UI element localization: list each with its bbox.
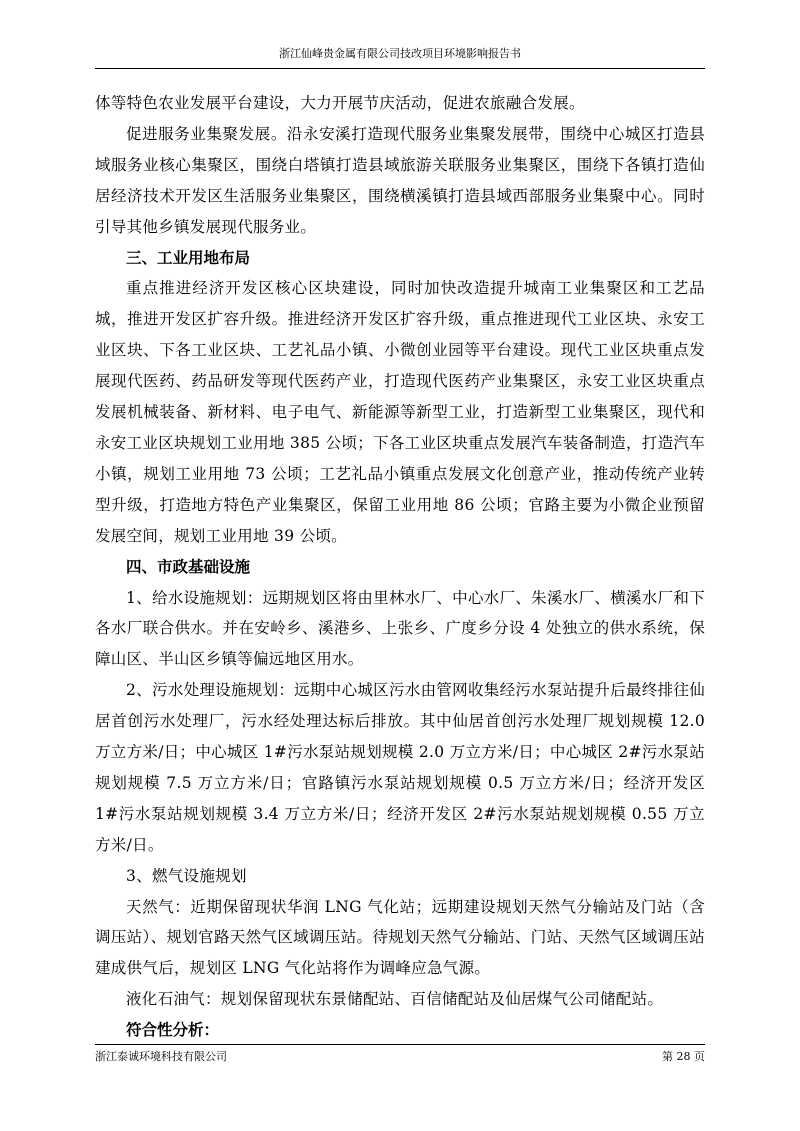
section-heading-industrial-land: 三、工业用地布局 — [126, 248, 251, 267]
header-title: 浙江仙峰贵金属有限公司技改项目环境影响报告书 — [279, 47, 521, 60]
page-header — [95, 46, 705, 69]
page-body — [95, 88, 705, 1046]
section-heading-compliance: 符合性分析： — [126, 1021, 220, 1040]
paragraph-gas-heading: 3、燃气设施规划 — [126, 866, 247, 885]
paragraph-industrial-land: 重点推进经济开发区核心区块建设，同时加快改造提升城南工业集聚区和工艺品城，推进开发区扩容升级。推进经济开发区扩容升级，重点推进现代工业区块、永安工业区块、下各工业区块、工艺礼品小镇、小微创业园等平台建设。现代工业区块重点发展现代医药、药品研发等现代医药产业，打造现代医药产业集聚区，永安工业区块重点发展机械装备、新材料、电子电气、新能源等新型工业，打造新型工业集聚区，现代和永安工业区块规划工业用地 385 公顷；下各工业区块重点发展汽车装备制造，打造汽车小镇，规划工业用地 73 公顷；工艺礼品小镇重点发展文化创意产业，推动传统产业转型升级，打造地方特色产业集聚区，保留工业用地 86 公顷；官路主要为小微企业预留发展空间，规划工业用地 39 公顷。 — [95, 279, 705, 545]
paragraph-water-supply: 1、给水设施规划：远期规划区将由里林水厂、中心水厂、朱溪水厂、横溪水厂和下各水厂联合供水。并在安岭乡、溪港乡、上张乡、广度乡分设 4 处独立的供水系统，保障山区、半山区乡镇等偏远地区用水。 — [95, 588, 705, 669]
paragraph-service-industry: 促进服务业集聚发展。沿永安溪打造现代服务业集聚发展带，围绕中心城区打造县域服务业核心集聚区，围绕白塔镇打造县域旅游关联服务业集聚区，围绕下各镇打造仙居经济技术开发区生活服务业集聚区，围绕横溪镇打造县域西部服务业集聚中心。同时引导其他乡镇发展现代服务业。 — [95, 124, 705, 236]
page-footer — [95, 1044, 705, 1063]
paragraph-lpg: 液化石油气：规划保留现状东景储配站、百信储配站及仙居煤气公司储配站。 — [126, 990, 664, 1009]
footer-company: 浙江泰诚环境科技有限公司 — [95, 1050, 227, 1063]
page-number: 第 28 页 — [662, 1050, 705, 1063]
section-heading-municipal: 四、市政基础设施 — [126, 557, 251, 576]
paragraph-natural-gas: 天然气：近期保留现状华润 LNG 气化站；远期建设规划天然气分输站及门站（含调压站）、规划官路天然气区域调压站。待规划天然气分输站、门站、天然气区域调压站建成供气后，规划区 LNG 气化站将作为调峰应急气源。 — [95, 897, 705, 978]
paragraph-agri-continuation: 体等特色农业发展平台建设，大力开展节庆活动，促进农旅融合发展。 — [95, 94, 585, 112]
paragraph-sewage: 2、污水处理设施规划：远期中心城区污水由管网收集经污水泵站提升后最终排往仙居首创污水处理厂，污水经处理达标后排放。其中仙居首创污水处理厂规划规模 12.0 万立方米/日；中心城区 1#污水泵站规划规模 2.0 万立方米/日；中心城区 2#污水泵站规划规模 7.5 万立方米/日；官路镇污水泵站规划规模 0.5 万立方米/日；经济开发区 1#污水泵站规划规模 3.4 万立方米/日；经济开发区 2#污水泵站规划规模 0.55 万立方米/日。 — [95, 681, 706, 854]
